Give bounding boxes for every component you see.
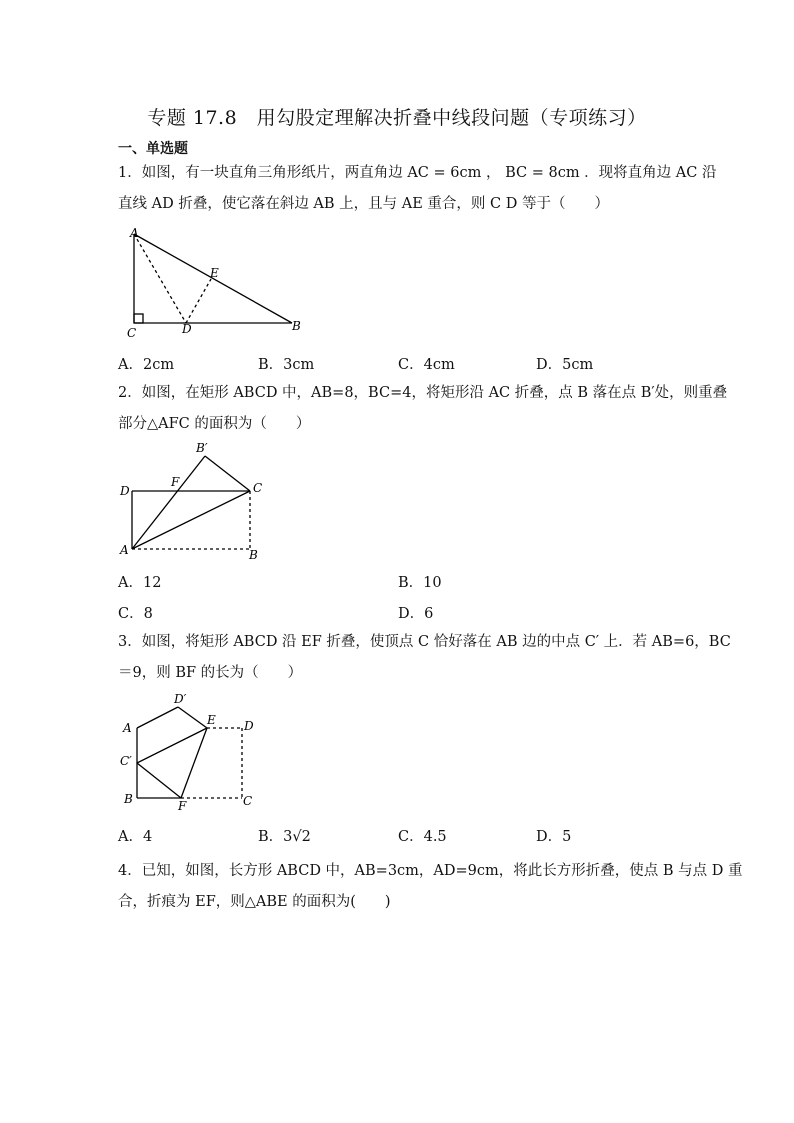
q1-line-1: 1．如图，有一块直角三角形纸片，两直角边 AC = 6cm ， BC = 8cm ．现将直角边 AC 沿: [118, 165, 717, 181]
q3-label-d: D: [244, 719, 254, 733]
q3-option-c: C．4.5: [398, 829, 447, 845]
q3-label-e: E: [207, 713, 216, 727]
q3-option-b: B．3√2: [258, 829, 311, 845]
q4-line-2: 合，折痕为 EF，则△ABE 的面积为( ): [118, 894, 391, 910]
q1-option-c: C．4cm: [398, 357, 455, 373]
q3-figure: [118, 690, 278, 815]
q3-option-a: A．4: [118, 829, 153, 845]
q2-option-c: C．8: [118, 606, 153, 622]
q1-label-c: C: [127, 326, 137, 340]
q2-line-1: 2．如图，在矩形 ABCD 中，AB=8，BC=4，将矩形沿 AC 折叠，点 B 落在点 B′处，则重叠: [118, 385, 728, 401]
q2-option-a: A．12: [118, 575, 162, 591]
q2-label-f: F: [171, 475, 180, 489]
q4-line-1: 4．已知，如图，长方形 ABCD 中，AB=3cm，AD=9cm，将此长方形折叠，使点 B 与点 D 重: [118, 863, 743, 879]
q1-option-d: D．5cm: [536, 357, 594, 373]
q2-label-d: D: [120, 484, 130, 498]
q3-line-2: ＝9，则 BF 的长为（ ）: [118, 665, 303, 681]
q1-line-2: 直线 AD 折叠，使它落在斜边 AB 上，且与 AE 重合，则 C D 等于（ ）: [118, 196, 609, 212]
q3-label-f: F: [178, 799, 187, 813]
q2-line-2: 部分△AFC 的面积为（ ）: [118, 416, 311, 432]
q2-label-a: A: [120, 543, 129, 557]
q3-label-b: B: [124, 792, 133, 806]
q2-figure: [118, 440, 278, 565]
q3-option-d: D．5: [536, 829, 572, 845]
q1-label-b: B: [292, 319, 301, 333]
page-title: 专题 17.8 用勾股定理解决折叠中线段问题（专项练习）: [147, 107, 647, 129]
q3-label-c-prime: C′: [120, 754, 132, 768]
q2-label-b-prime: B′: [196, 441, 208, 455]
q2-label-b: B: [249, 548, 258, 562]
q2-option-b: B．10: [398, 575, 442, 591]
q3-line-1: 3．如图，将矩形 ABCD 沿 EF 折叠，使顶点 C 恰好落在 AB 边的中点 C′ 上．若 AB=6，BC: [118, 634, 731, 650]
q1-option-a: A．2cm: [118, 357, 175, 373]
q3-label-a: A: [123, 721, 132, 735]
q3-label-c: C: [243, 794, 253, 808]
q2-label-c: C: [253, 481, 263, 495]
q2-option-d: D．6: [398, 606, 434, 622]
q1-label-d: D: [182, 322, 192, 336]
q1-label-a: A: [130, 226, 139, 240]
section-heading: 一、单选题: [118, 141, 188, 157]
q1-option-b: B．3cm: [258, 357, 315, 373]
q1-label-e: E: [210, 266, 219, 280]
q3-label-d-prime: D′: [174, 692, 187, 706]
q1-figure: [118, 222, 318, 342]
